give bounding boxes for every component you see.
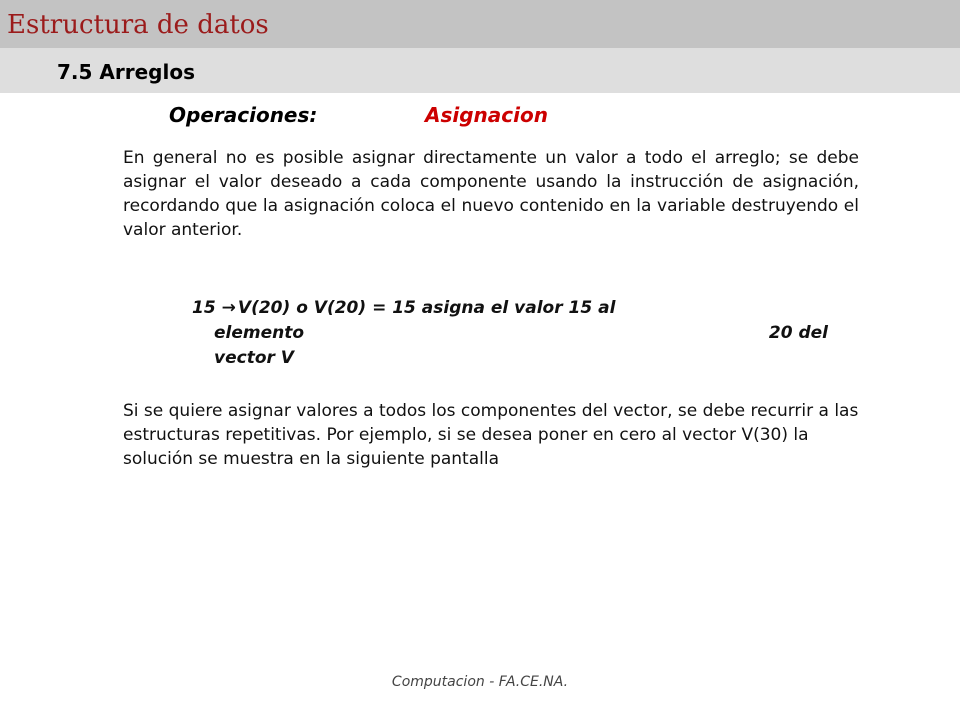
example-line-1 (192, 296, 834, 321)
example-line-2-left: elemento (214, 323, 305, 343)
example-line-2-right: 20 del (768, 323, 828, 343)
example-line-3: vector V (214, 348, 294, 368)
footer-text: Computacion - FA.CE.NA. (391, 674, 569, 690)
example-expression: V(20) o V(20) = 15 asigna el valor 15 al (237, 298, 616, 318)
operations-label: Operaciones: (169, 103, 318, 127)
section-title: 7.5 Arreglos (57, 60, 195, 84)
operation-name: Asignacion (425, 103, 548, 127)
loop-paragraph: Si se quiere asignar valores a todos los componentes del vector, se debe recurrir a las estructuras repetitivas. Por ejemplo, si se desea poner en cero al vector V(30) la solución se muestra en la siguiente pantalla (123, 401, 859, 469)
example-line-2 (192, 321, 828, 346)
example-value: 15 (192, 298, 216, 318)
intro-paragraph: En general no es posible asignar directamente un valor a todo el arreglo; se debe asignar el valor deseado a cada componente usando la instrucción de asignación, recordando que la asignación coloca el nuevo contenido en la variable destruyendo el valor anterior. (123, 148, 859, 240)
slide-title: Estructura de datos (7, 10, 269, 40)
right-arrow-icon: → (221, 298, 236, 318)
assignment-example (192, 296, 834, 371)
